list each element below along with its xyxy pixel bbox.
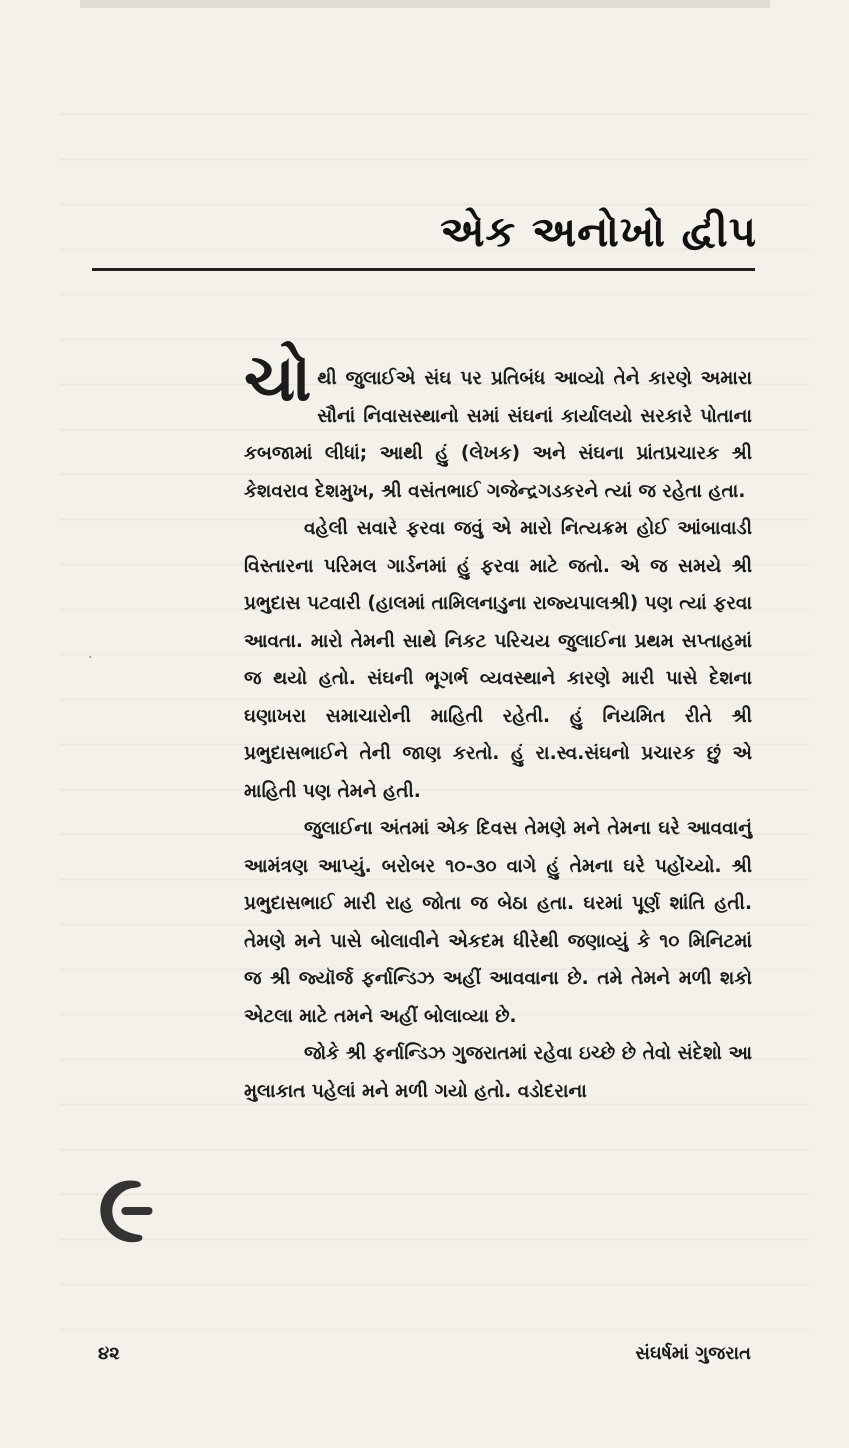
title-underline [92,268,755,271]
running-footer-title: સંઘર્ષમાં ગુજરાત [635,1343,751,1364]
page-number: ૪૨ [98,1343,120,1364]
stray-mark: · [88,650,93,666]
paragraph-2: વહેલી સવારે ફરવા જવું એ મારો નિત્યક્રમ હોઈ આંબાવાડી વિસ્તારના પરિમલ ગાર્ડનમાં હું ફરવા માટે જતો. એ જ સમયે શ્રી પ્રભુદાસ પટવારી (હાલમાં તામિલનાડુના રાજ્યપાલશ્રી) પણ ત્યાં ફરવા આવતા. મારો તેમની સાથે નિકટ પરિચય જુલાઈના પ્રથમ સપ્તાહમાં જ થયો હતો. સંઘની ભૂગર્ભ વ્યવસ્થાને કારણે મારી પાસે દેશના ઘણાખરા સમાચારોની માહિતી રહેતી. હું નિયમિત રીતે શ્રી પ્રભુદાસભાઈને તેની જાણ કરતો. હું રા.સ્વ.સંઘનો પ્રચારક છું એ માહિતી પણ તેમને હતી. [244,518,752,802]
chapter-title: એક અનોખો દ્વીપ [440,207,757,256]
paragraph-1 [244,342,752,510]
bleed-through-strip [80,0,770,8]
body-text [244,342,752,1110]
chapter-number: ૯ [98,1151,155,1264]
paragraph-3: જુલાઈના અંતમાં એક દિવસ તેમણે મને તેમના ઘરે આવવાનું આમંત્રણ આપ્યું. બરોબર ૧૦-૩૦ વાગે હું તેમના ઘરે પહોંચ્યો. શ્રી પ્રભુદાસભાઈ મારી રાહ જોતા જ બેઠા હતા. ઘરમાં પૂર્ણ શાંતિ હતી. તેમણે મને પાસે બોલાવીને એકદમ ધીરેથી જણાવ્યું કે ૧૦ મિનિટમાં જ શ્રી જ્યૉર્જ ફર્નાન્ડિઝ અહીં આવવાના છે. તમે તેમને મળી શકો એટલા માટે તમને અહીં બોલાવ્યા છે. [244,818,752,1027]
paragraph-4: જોકે શ્રી ફર્નાન્ડિઝ ગુજરાતમાં રહેવા ઇચ્છે છે તેવો સંદેશો આ મુલાકાત પહેલાં મને મળી ગયો હતો. વડોદરાના [244,1043,752,1102]
paragraph-1-text: થી જુલાઈએ સંઘ પર પ્રતિબંધ આવ્યો તેને કારણે અમારા સૌનાં નિવાસસ્થાનો સમાં સંઘનાં કાર્યાલયો સરકારે પોતાના કબજામાં લીધાં; આથી હું (લેખક) અને સંઘના પ્રાંતપ્રચારક શ્રી કેશવરાવ દેશમુખ, શ્રી વસંતભાઈ ગજેન્દ્રગડકરને ત્યાં જ રહેતા હતા. [244,368,752,502]
drop-cap: ચો [244,342,312,416]
